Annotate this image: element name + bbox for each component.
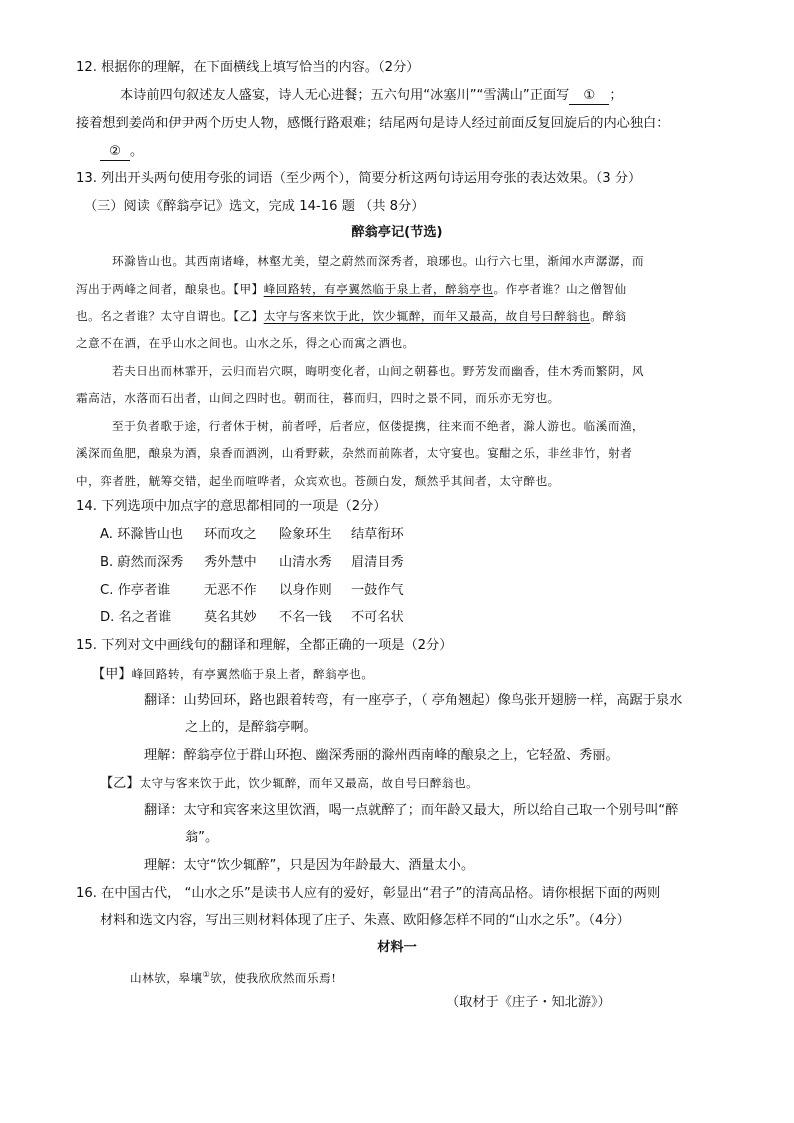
q12-line1 bbox=[120, 86, 623, 106]
q12-stem: 12. 根据你的理解，在下面横线上填写恰当的内容。（2分） bbox=[76, 60, 420, 75]
q14-option-b-item-2: 秀外慧中 bbox=[204, 555, 257, 570]
passage-p1-line3-post: 。醉翁 bbox=[590, 309, 627, 323]
passage-p1-line2-post: 。作亭者谁？山之僧智仙 bbox=[493, 282, 627, 296]
passage-p3-line3: 中，弈者胜，觥筹交错，起坐而喧哗者，众宾欢也。苍颜白发，颓然乎其间者，太守醉也。 bbox=[76, 474, 560, 488]
material1-source: （取材于《庄子・知北游》） bbox=[446, 995, 611, 1010]
passage-p1-line2-pre: 泻出于两峰之间者，酿泉也。【甲】 bbox=[76, 282, 264, 296]
q14-option-d-item-1: D. 名之者谁 bbox=[100, 610, 172, 625]
underlined-sentence-yi: 太守与客来饮于此，饮少辄醉，而年又最高，故自号曰醉翁也 bbox=[263, 309, 591, 323]
q14-option-c-item-4: 一鼓作气 bbox=[351, 583, 404, 598]
q15-stem: 15. 下列对文中画线句的翻译和理解，全都正确的一项是（2分） bbox=[76, 638, 453, 653]
underlined-sentence-jia: 峰回路转，有亭翼然临于泉上者，醉翁亭也 bbox=[263, 282, 494, 296]
passage-p1-line3-pre: 也。名之者谁？太守自谓也。【乙】 bbox=[76, 309, 264, 323]
q15-jia-understanding: 理解：醉翁亭位于群山环抱、幽深秀丽的滁州西南峰的酿泉之上，它轻盈、秀丽。 bbox=[144, 748, 619, 763]
passage-p1-line2 bbox=[76, 279, 627, 299]
q15-jia-translation-line1: 翻译：山势回环，路也跟着转弯，有一座亭子，（ 亭角翘起）像鸟张开翅膀一样，高踞于泉水 bbox=[144, 693, 683, 708]
q14-option-d-item-2: 莫名其妙 bbox=[204, 610, 257, 625]
passage-p1-line4: 之意不在酒，在乎山水之间也。山水之乐，得之心而寓之酒也。 bbox=[76, 336, 415, 350]
passage-p2-line1: 若夫日出而林霏开，云归而岩穴暝，晦明变化者，山间之朝暮也。野芳发而幽香，佳木秀而繁阴，风 bbox=[112, 364, 645, 378]
q16-stem-line1: 16. 在中国古代， “山水之乐”是读书人应有的爱好，彰显出“君子”的清高品格。请你根据下面的两则 bbox=[76, 886, 661, 901]
q15-yi-translation-line2: 翁”。 bbox=[185, 830, 219, 845]
q12-line2: 接着想到姜尚和伊尹两个历史人物，感慨行路艰难；结尾两句是诗人经过前面反复回旋后的内心独白： bbox=[76, 116, 670, 131]
passage-p1-line3 bbox=[76, 306, 627, 326]
q12-blank-1[interactable]: ① bbox=[569, 87, 609, 105]
material1-footnote-mark: ① bbox=[202, 970, 211, 979]
passage-p1-line1: 环滁皆山也。其西南诸峰，林壑尤美，望之蔚然而深秀者，琅琊也。山行六七里，渐闻水声潺潺，而 bbox=[112, 254, 645, 268]
q12-line3 bbox=[100, 142, 143, 162]
q12-line3-end: 。 bbox=[130, 144, 144, 159]
q13-stem: 13. 列出开头两句使用夸张的词语（至少两个），简要分析这两句诗运用夸张的表达效果。（3 分） bbox=[76, 171, 642, 186]
passage-title: 醉翁亭记(节选) bbox=[351, 225, 443, 240]
q14-option-d-item-4: 不可名状 bbox=[351, 610, 404, 625]
q15-yi-translation-line1: 翻译：太守和宾客来这里饮酒，喝一点就醉了；而年龄又最大，所以给自己取一个别号叫“醉 bbox=[144, 803, 679, 818]
q15-jia-translation-line2: 之上的，是醉翁亭啊。 bbox=[185, 720, 317, 735]
q14-option-a-item-1: A. 环滁皆山也 bbox=[100, 527, 184, 542]
q14-option-b-item-1: B. 蔚然而深秀 bbox=[100, 555, 184, 570]
material1-text bbox=[130, 965, 336, 988]
q15-jia-text: 峰回路转，有亭翼然临于泉上者，醉翁亭也。 bbox=[131, 667, 374, 681]
material1-text-pre: 山林欤，皋壤 bbox=[130, 970, 203, 985]
q15-yi-label: 【乙】 bbox=[100, 776, 140, 791]
q14-option-a-item-2: 环而攻之 bbox=[204, 527, 257, 542]
q14-option-c-item-2: 无恶不作 bbox=[204, 583, 257, 598]
passage-p3-line2: 溪深而鱼肥，酿泉为酒，泉香而酒洌，山肴野蔌，杂然而前陈者，太守宴也。宴酣之乐，非丝非竹，射者 bbox=[76, 446, 633, 460]
q15-jia-label: 【甲】 bbox=[92, 667, 132, 682]
q14-option-b[interactable] bbox=[100, 553, 404, 573]
q15-yi-text: 太守与客来饮于此，饮少辄醉，而年又最高，故自号曰醉翁也。 bbox=[139, 776, 479, 790]
q15-jia-sentence bbox=[92, 664, 373, 685]
q14-option-c-item-3: 以身作则 bbox=[279, 583, 332, 598]
q14-option-a-item-3: 险象环生 bbox=[279, 527, 332, 542]
passage-p3-line1: 至于负者歌于途，行者休于树，前者呼，后者应，伛偻提携，往来而不绝者，滁人游也。临溪而渔， bbox=[112, 419, 645, 433]
material1-title: 材料一 bbox=[377, 940, 417, 955]
passage-p2-line2: 霜高洁，水落而石出者，山间之四时也。朝而往，暮而归，四时之景不同，而乐亦无穷也。 bbox=[76, 391, 560, 405]
q14-option-b-item-3: 山清水秀 bbox=[279, 555, 332, 570]
q12-line1-end: ； bbox=[609, 88, 623, 103]
q12-line1-text: 本诗前四句叙述友人盛宴，诗人无心进餐；五六句用“冰塞川”“雪满山”正面写 bbox=[120, 88, 570, 103]
q14-stem: 14. 下列选项中加点字的意思都相同的一项是（2分） bbox=[76, 499, 387, 514]
q16-stem-line2: 材料和选文内容，写出三则材料体现了庄子、朱熹、欧阳修怎样不同的“山水之乐”。（4分） bbox=[100, 913, 630, 928]
q14-option-c-item-1: C. 作亭者谁 bbox=[100, 583, 171, 598]
q12-blank-2[interactable]: ② bbox=[100, 143, 130, 161]
q14-option-d[interactable] bbox=[100, 608, 404, 628]
q15-yi-understanding: 理解：太守“饮少辄醉”，只是因为年龄最大、酒量太小。 bbox=[144, 858, 475, 873]
material1-text-post: 欤，使我欣欣然而乐焉! bbox=[210, 970, 337, 985]
section3-heading: （三）阅读《醉翁亭记》选文，完成 14-16 题 （共 8分） bbox=[84, 199, 425, 214]
q14-option-b-item-4: 眉清目秀 bbox=[351, 555, 404, 570]
q14-option-c[interactable] bbox=[100, 581, 404, 601]
q14-option-d-item-3: 不名一钱 bbox=[279, 610, 332, 625]
q14-option-a[interactable] bbox=[100, 525, 404, 545]
q15-yi-sentence bbox=[100, 773, 478, 794]
q14-option-a-item-4: 结草衔环 bbox=[351, 527, 404, 542]
